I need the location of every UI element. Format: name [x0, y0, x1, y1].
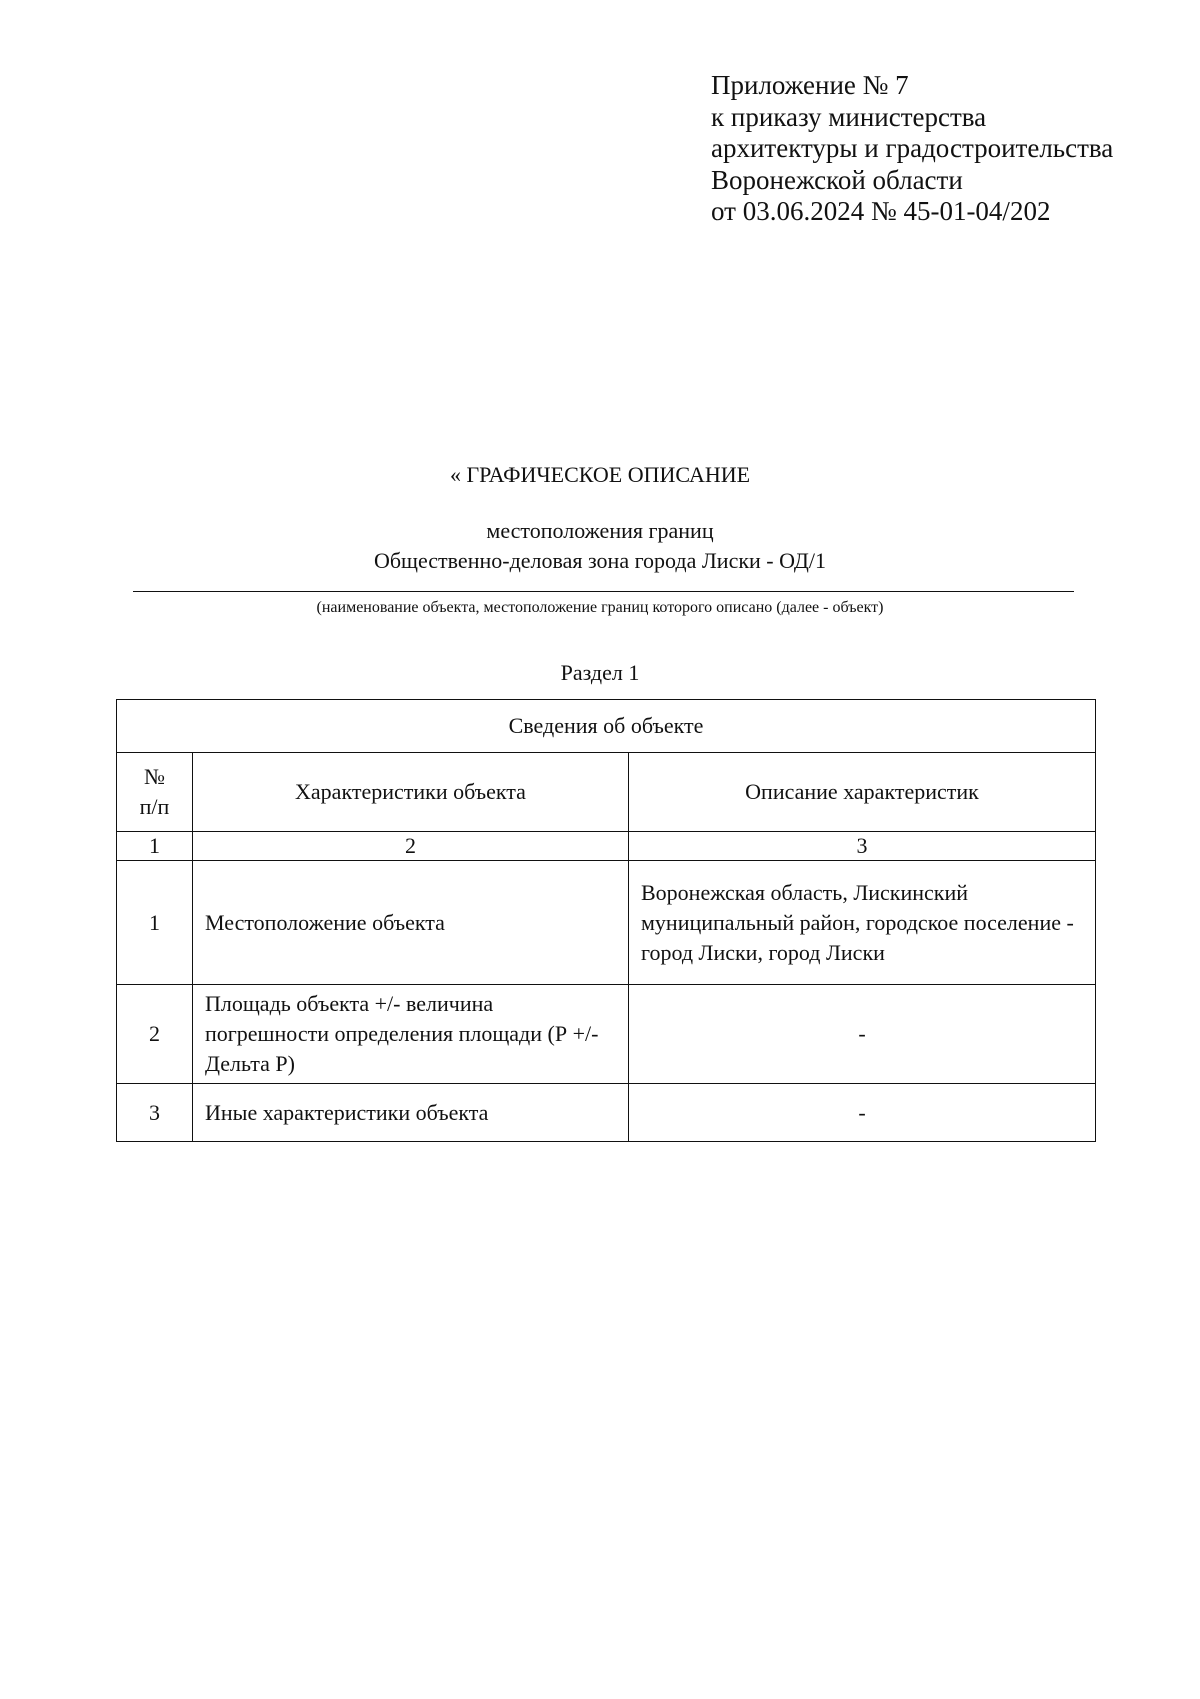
document-subtitle: местоположения границ: [486, 518, 714, 543]
appendix-line: Воронежской области: [711, 164, 963, 195]
column-number: 1: [117, 832, 193, 861]
appendix-line: архитектуры и градостроительства: [711, 133, 1114, 163]
object-name: Общественно-деловая зона города Лиски - ОД/1: [373, 548, 827, 573]
appendix-line: к приказу министерства: [711, 101, 987, 132]
header-num-line1: №: [144, 764, 165, 789]
row-number: 2: [117, 985, 193, 1084]
column-number: 2: [193, 832, 629, 861]
table-header-row: [117, 753, 1096, 832]
header-description: Описание характеристик: [629, 753, 1096, 832]
header-characteristic: Характеристики объекта: [193, 753, 629, 832]
table-caption: Сведения об объекте: [117, 700, 1096, 753]
column-number: 3: [629, 832, 1096, 861]
document-title: « ГРАФИЧЕСКОЕ ОПИСАНИЕ: [449, 462, 751, 487]
header-num: [117, 753, 193, 832]
row-characteristic: Иные характеристики объекта: [193, 1084, 629, 1142]
table-row: [117, 861, 1096, 985]
appendix-block: [711, 70, 1113, 228]
row-number: 3: [117, 1084, 193, 1142]
row-characteristic: Площадь объекта +/- величина погрешности определения площади (Р +/- Дельта Р): [193, 985, 629, 1084]
underline-rule: [133, 591, 1074, 592]
row-description: Воронежская область, Лискинский муниципальный район, городское поселение - город Лиски, город Лиски: [629, 861, 1096, 985]
appendix-line: от 03.06.2024 № 45-01-04/202: [711, 196, 1051, 226]
row-characteristic: Местоположение объекта: [193, 861, 629, 985]
section-label: Раздел 1: [560, 660, 640, 685]
row-description: -: [629, 1084, 1096, 1142]
table-row: [117, 1084, 1096, 1142]
appendix-line: Приложение № 7: [711, 70, 909, 100]
column-number-row: [117, 832, 1096, 861]
table-caption-row: [117, 700, 1096, 753]
row-description: -: [629, 985, 1096, 1084]
row-number: 1: [117, 861, 193, 985]
table-row: [117, 985, 1096, 1084]
header-num-line2: п/п: [139, 794, 170, 819]
rule-caption: (наименование объекта, местоположение границ которого описано (далее - объект): [316, 599, 884, 616]
object-info-table: [116, 699, 1096, 1142]
